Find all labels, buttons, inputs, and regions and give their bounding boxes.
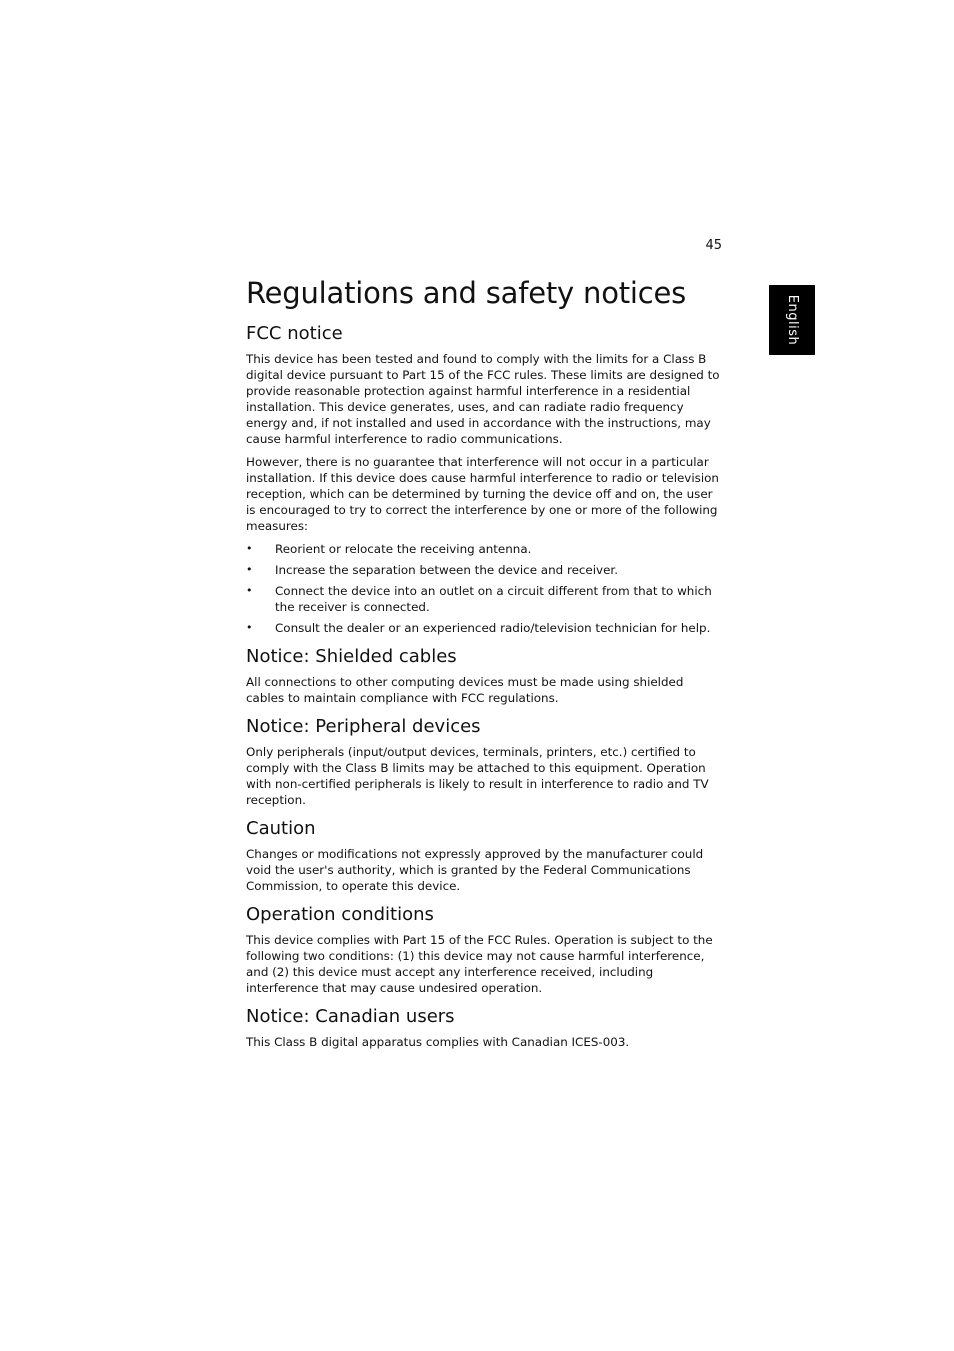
section-heading: Caution xyxy=(246,818,316,839)
list-item-text: Reorient or relocate the receiving antenna. xyxy=(275,542,532,556)
list-item-text: Consult the dealer or an experienced radio/television technician for help. xyxy=(275,621,711,635)
list-item-text: Connect the device into an outlet on a circuit different from that to which the receiver is connected. xyxy=(275,584,712,614)
paragraph: All connections to other computing devices must be made using shielded cables to maintain compliance with FCC regulations. xyxy=(246,675,684,705)
language-tab xyxy=(769,285,815,355)
section-heading: Notice: Canadian users xyxy=(246,1006,455,1027)
section-peripheral-devices xyxy=(246,715,724,808)
section-caution xyxy=(246,817,724,894)
page-number: 45 xyxy=(705,238,722,253)
document-content xyxy=(246,274,724,1059)
list-item xyxy=(246,562,724,578)
paragraph: This device has been tested and found to comply with the limits for a Class B digital device pursuant to Part 15 of the FCC rules. These limits are designed to provide reasonable protection against harmful interference in a residential installation. This device generates, uses, and can radiate radio frequency energy and, if not installed and used in accordance with the instructions, may cause harmful interference to radio communications. xyxy=(246,352,720,446)
page-title: Regulations and safety notices xyxy=(246,276,687,310)
bullet-icon: • xyxy=(246,621,253,634)
list-item xyxy=(246,541,724,557)
paragraph: Only peripherals (input/output devices, terminals, printers, etc.) certified to comply with the Class B limits may be attached to this equipment. Operation with non-certified peripherals is likely to result in interference to radio and TV reception. xyxy=(246,745,709,807)
bullet-icon: • xyxy=(246,563,253,576)
section-heading: Notice: Shielded cables xyxy=(246,646,457,667)
section-heading: FCC notice xyxy=(246,323,343,344)
paragraph: However, there is no guarantee that interference will not occur in a particular installation. If this device does cause harmful interference to radio or television reception, which can be determined by turning the device off and on, the user is encouraged to try to correct the interference by one or more of the following measures: xyxy=(246,455,719,533)
list-item-text: Increase the separation between the device and receiver. xyxy=(275,563,618,577)
bullet-icon: • xyxy=(246,584,253,597)
paragraph: Changes or modifications not expressly approved by the manufacturer could void the user's authority, which is granted by the Federal Communications Commission, to operate this device. xyxy=(246,847,704,893)
list-item xyxy=(246,620,724,636)
bullet-list xyxy=(246,541,724,636)
section-fcc-notice xyxy=(246,322,724,636)
section-shielded-cables xyxy=(246,645,724,706)
paragraph: This device complies with Part 15 of the FCC Rules. Operation is subject to the following two conditions: (1) this device may not cause harmful interference, and (2) this device must accept any interference received, including interference that may cause undesired operation. xyxy=(246,933,713,995)
list-item xyxy=(246,583,724,615)
section-canadian-users xyxy=(246,1005,724,1050)
section-heading: Operation conditions xyxy=(246,904,434,925)
section-operation-conditions xyxy=(246,903,724,996)
section-heading: Notice: Peripheral devices xyxy=(246,716,481,737)
bullet-icon: • xyxy=(246,542,253,555)
language-tab-label: English xyxy=(785,294,800,346)
paragraph: This Class B digital apparatus complies with Canadian ICES-003. xyxy=(246,1035,630,1049)
